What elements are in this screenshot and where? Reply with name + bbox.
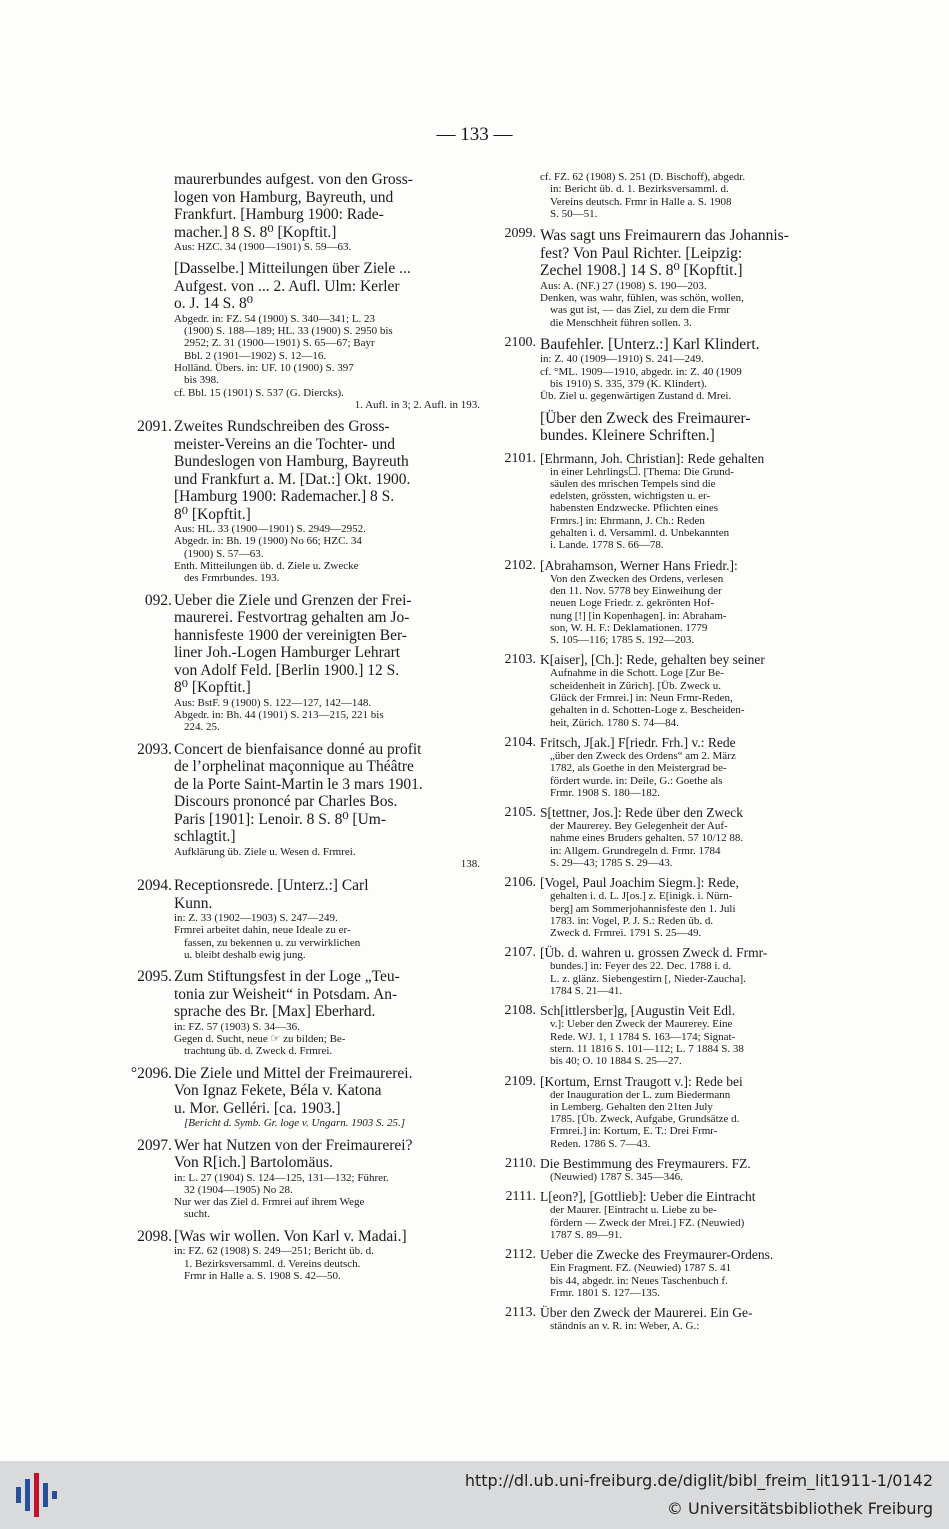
entry-note-line: die Menschheit führen sollen. 3. <box>550 316 692 329</box>
entry-note-line: 32 (1904—1905) No 28. <box>184 1183 293 1196</box>
entry-number: 2102. <box>504 557 536 573</box>
entry-number: 2099. <box>504 226 536 242</box>
bibliography-entry <box>486 452 832 552</box>
entry-note-line: 1. Aufl. in 3; 2. Aufl. in 193. <box>354 398 480 411</box>
entry-title-line: [Vogel, Paul Joachim Siegm.]: Rede, <box>540 875 739 891</box>
entry-note-line: in: FZ. 62 (1908) S. 249—251; Bericht üb. d. <box>174 1245 374 1258</box>
entry-title-line: Kunn. <box>174 894 213 912</box>
entry-note-line: in: Z. 40 (1909—1910) S. 241—249. <box>540 353 704 366</box>
entry-note-line: Aus: BstF. 9 (1900) S. 122—127, 142—148. <box>174 696 372 709</box>
entry-title-line: 8⁰ [Kopftit.] <box>174 505 251 523</box>
bibliography-entry <box>486 806 832 869</box>
entry-note-line: (1900) S. 188—189; HL. 33 (1900) S. 2950 bis <box>184 325 393 338</box>
entry-title-line: [Was wir wollen. Von Karl v. Madai.] <box>174 1227 407 1245</box>
entry-number: 2100. <box>504 334 536 350</box>
entry-note-line: fassen, zu bekennen u. zu verwirklichen <box>184 936 361 949</box>
bibliography-entry <box>486 336 832 403</box>
entry-note-line: Glück der Frmrei.] in: Neun Frmr-Reden, <box>550 692 733 705</box>
entry-note-line: der Maurerey. Bey Gelegenheit der Auf- <box>550 820 728 833</box>
entry-note-line: Bbl. 2 (1901—1902) S. 12—16. <box>184 349 327 362</box>
entry-note-line: in: Allgem. Grundregeln d. Frmr. 1784 <box>550 844 721 857</box>
entry-note-line: Ein Fragment. FZ. (Neuwied) 1787 S. 41 <box>550 1262 732 1275</box>
bibliography-entry <box>486 1248 832 1299</box>
bibliography-entry <box>120 592 480 734</box>
entry-note-line: Gegen d. Sucht, neue ☞ zu bilden; Be- <box>174 1033 346 1046</box>
entry-note-line: gehalten i. d. L. J[os.] z. E[inigk. i. Nürn- <box>550 890 733 903</box>
entry-note-line: Holländ. Übers. in: UF. 10 (1900) S. 397 <box>174 361 354 374</box>
entry-note-line: gehalten i. d. Versamml. d. Unbekannten <box>550 527 730 540</box>
entry-note-line: heit, Zürich. 1780 S. 74—84. <box>550 716 679 729</box>
entry-note-line: Abgedr. in: Bh. 19 (1900) No 66; HZC. 34 <box>174 535 362 548</box>
entry-note-line: 1783. in: Vogel, P. J. S.: Reden üb. d. <box>550 914 714 927</box>
entry-note-line: (Neuwied) 1787 S. 345—346. <box>550 1171 683 1184</box>
entry-title-line: o. J. 14 S. 8⁰ <box>174 295 253 313</box>
entry-title-line: 8⁰ [Kopftit.] <box>174 679 251 697</box>
entry-note-line: S. 29—43; 1785 S. 29—43. <box>550 856 673 869</box>
entry-note-line: Enth. Mitteilungen üb. d. Ziele u. Zwecke <box>174 560 359 573</box>
entry-note-line: stern. 11 1816 S. 101—112; L. 7 1884 S. 38 <box>550 1042 744 1055</box>
entry-number: 2104. <box>504 734 536 750</box>
entry-title-line: hannisfeste 1900 der vereinigten Ber- <box>174 626 407 644</box>
entry-title-line: liner Joh.-Logen Hamburger Lehrart <box>174 644 401 662</box>
entry-title-line: Concert de bienfaisance donné au profit <box>174 740 422 758</box>
entry-note-line: Von den Zwecken des Ordens, verlesen <box>550 572 724 585</box>
entry-note-line: bis 40; O. 10 1884 S. 25—27. <box>550 1055 682 1068</box>
entry-title-line: Bundeslogen von Hamburg, Bayreuth <box>174 453 409 471</box>
entry-note-line: Aufklärung üb. Ziele u. Wesen d. Frmrei. <box>174 845 356 858</box>
entry-title-line: Frankfurt. [Hamburg 1900: Rade- <box>174 206 384 223</box>
entry-note-line: in: L. 27 (1904) S. 124—125, 131—132; Führer. <box>174 1171 389 1184</box>
entry-note-line: Abgedr. in: FZ. 54 (1900) S. 340—341; L. 23 <box>174 312 376 325</box>
entry-note-line: L. z. glänz. Siebengestirn [, Nieder-Zaucha]. <box>550 972 746 985</box>
bibliography-entry <box>486 1190 832 1241</box>
bibliography-entry <box>486 227 832 329</box>
entry-note-line: Frmr in Halle a. S. 1908 S. 42—50. <box>184 1269 341 1282</box>
entry-title-line: meister-Vereins an die Tochter- und <box>174 435 395 453</box>
entry-number: 2105. <box>504 805 536 821</box>
bibliography-entry <box>486 1075 832 1150</box>
entry-title-line: Die Ziele und Mittel der Freimaurerei. <box>174 1064 413 1082</box>
entry-number: 2112. <box>505 1247 536 1263</box>
entry-title-line: bundes. Kleinere Schriften.] <box>540 427 715 445</box>
entry-title-line: logen von Hamburg, Bayreuth, und <box>174 188 394 206</box>
entry-title-line: Was sagt uns Freimaurern das Johannis- <box>540 227 789 245</box>
entry-title-line: [Dasselbe.] Mitteilungen über Ziele ... <box>174 260 411 278</box>
entry-title-line: de la Porte Saint-Martin le 3 mars 1901. <box>174 775 423 793</box>
entry-note-line: habensten Endzwecke. Pflichten eines <box>550 502 718 515</box>
entry-note-line: cf. Bbl. 15 (1901) S. 537 (G. Diercks). <box>174 386 344 399</box>
entry-number: 2110. <box>505 1156 536 1172</box>
bibliography-entry <box>486 876 832 939</box>
bibliography-entry <box>486 653 832 728</box>
bibliography-entry <box>120 1228 480 1282</box>
entry-title-line: Über den Zweck der Maurerei. Ein Ge- <box>540 1305 753 1321</box>
entry-note-line: berg] am Sommerjohannisfeste den 1. Juli <box>550 902 736 915</box>
entry-note-line: 1782, als Goethe in den Meistergrad be- <box>550 762 727 775</box>
bibliography-entry <box>486 946 832 997</box>
bibliography-entry <box>486 410 832 445</box>
entry-note-line: 1787 S. 89—91. <box>550 1228 623 1241</box>
viewer-footer <box>0 1461 949 1529</box>
bibliography-entry <box>120 877 480 961</box>
entry-title-line: Paris [1901]: Lenoir. 8 S. 8⁰ [Um- <box>174 810 386 828</box>
entry-note-line: gehalten in d. Schotten-Loge z. Bescheiden- <box>550 704 745 717</box>
entry-note-line: Zweck d. Frmrei. 1791 S. 25—49. <box>550 927 702 940</box>
entry-note-line: 1784 S. 21—41. <box>550 985 623 998</box>
entry-note-line: in: Z. 33 (1902—1903) S. 247—249. <box>174 912 338 925</box>
entry-note-line: „über den Zweck des Ordens“ am 2. März <box>550 749 736 762</box>
entry-title-line: macher.] 8 S. 8⁰ [Kopftit.] <box>174 223 337 241</box>
entry-note-line: cf. °ML. 1909—1910, abgedr. in: Z. 40 (1909 <box>540 365 742 378</box>
entry-note-line: in Lemberg. Gehalten den 21ten July <box>550 1100 713 1113</box>
entry-number: 2095. <box>137 968 172 986</box>
entry-number: 2103. <box>504 652 536 668</box>
entry-title-line: tonia zur Weisheit“ in Potsdam. An- <box>174 985 398 1003</box>
entry-title-line: schlagtit.] <box>174 828 236 846</box>
entry-number: 092. <box>144 591 172 609</box>
entry-note-line: 1785. [Üb. Zweck, Aufgabe, Grundsätze d. <box>550 1113 740 1126</box>
document-url-link[interactable]: http://dl.ub.uni-freiburg.de/diglit/bibl_freim_lit1911-1/0142 <box>464 1471 933 1490</box>
entry-note-line: in einer Lehrlings☐. [Thema: Die Grund- <box>550 465 734 478</box>
bibliography-entry <box>486 1157 832 1183</box>
entry-title-line: Fritsch, J[ak.] F[riedr. Frh.] v.: Rede <box>540 734 736 750</box>
bibliography-entry <box>486 1306 832 1332</box>
entry-note-line: u. bleibt deshalb ewig jung. <box>184 949 306 962</box>
entry-number: 2107. <box>504 945 536 961</box>
entry-note-line: Nur wer das Ziel d. Frmrei auf ihrem Wege <box>174 1196 365 1209</box>
entry-note-line: bis 44, abgedr. in: Neues Taschenbuch f. <box>550 1274 728 1287</box>
entry-note-line: trachtung üb. d. Zweck d. Frmrei. <box>184 1045 333 1058</box>
bibliography-entry <box>120 968 480 1057</box>
entry-note-line: scheidenheit in Zürich]. [Üb. Zweck u. <box>550 679 722 692</box>
entry-title-line: S[tettner, Jos.]: Rede über den Zweck <box>540 805 744 821</box>
entry-note-line: der Inauguration der L. zum Biedermann <box>550 1088 731 1101</box>
entry-note-line: Vereins deutsch. Frmr in Halle a. S. 1908 <box>550 195 732 208</box>
entry-number: 2091. <box>137 418 172 436</box>
entry-title-line: Von R[ich.] Bartolomäus. <box>174 1154 334 1172</box>
bibliography-entry <box>486 1004 832 1067</box>
entry-title-line: [Hamburg 1900: Rademacher.] 8 S. <box>174 488 395 506</box>
entry-note-line: Aufnahme in die Schott. Loge [Zur Be- <box>550 667 724 680</box>
left-column <box>120 171 480 1289</box>
entry-note-line: des Frmrbundes. 193. <box>184 572 280 585</box>
entry-note-line: Frmrs.] in: Ehrmann, J. Ch.: Reden <box>550 514 705 527</box>
entry-note-line: Frmr. 1801 S. 127—135. <box>550 1286 661 1299</box>
entry-note-line: Aus: A. (NF.) 27 (1908) S. 190—203. <box>540 279 707 292</box>
entry-note-line: Denken, was wahr, fühlen, was schön, wollen, <box>540 291 744 304</box>
entry-note-line: Abgedr. in: Bh. 44 (1901) S. 213—215, 221 bis <box>174 708 384 721</box>
entry-note-line: 138. <box>460 857 480 870</box>
entry-title-line: fest? Von Paul Richter. [Leipzig: <box>540 244 743 262</box>
entry-title-line: und Frankfurt a. M. [Dat.:] Okt. 1900. <box>174 470 411 488</box>
entry-note-line: säulen des mrischen Tempels sind die <box>550 477 716 490</box>
entry-note-line: Frmrei.] in: Kortum, E. T.: Drei Frmr- <box>550 1125 718 1138</box>
copyright-notice: © Universitätsbibliothek Freiburg <box>666 1499 933 1518</box>
bibliography-entry <box>120 418 480 584</box>
entry-number: 2111. <box>505 1189 536 1205</box>
page-number: — 133 — <box>436 124 513 145</box>
entry-number: 2093. <box>137 740 172 758</box>
entry-title-line: Ueber die Ziele und Grenzen der Frei- <box>174 591 412 609</box>
bibliography-entry <box>120 1065 480 1130</box>
entry-note-line: v.]: Ueber den Zweck der Maurerey. Eine <box>550 1018 733 1031</box>
entry-note-line: i. Lande. 1778 S. 66—78. <box>550 539 664 552</box>
entry-title-line: L[eon?], [Gottlieb]: Ueber die Eintracht <box>540 1189 756 1205</box>
bibliography-entry <box>120 1137 480 1221</box>
entry-number: 2108. <box>504 1003 536 1019</box>
entry-note-line: in: Bericht üb. d. 1. Bezirksversamml. d. <box>550 183 729 196</box>
entry-title-line: sprache des Br. [Max] Eberhard. <box>174 1003 376 1021</box>
entry-title-line: Baufehler. [Unterz.:] Karl Klindert. <box>540 335 760 353</box>
entry-title-line: maurerbundes aufgest. von den Gross- <box>174 171 413 188</box>
bibliography-entry <box>120 260 480 411</box>
entry-number: 2097. <box>137 1136 172 1154</box>
entry-number: 2109. <box>504 1073 536 1089</box>
entry-title-line: Aufgest. von ... 2. Aufl. Ulm: Kerler <box>174 277 400 295</box>
entry-note-line: son, W. H. F.: Deklamationen. 1779 <box>550 621 708 634</box>
entry-title-line: K[aiser], [Ch.]: Rede, gehalten bey seiner <box>540 652 765 668</box>
entry-title-line: de l’orphelinat maçonnique au Théâtre <box>174 758 414 776</box>
entry-title-line: maurerei. Festvortrag gehalten am Jo- <box>174 609 410 627</box>
entry-number: 2106. <box>504 875 536 891</box>
entry-note-line: nung [!] [in Kopenhagen]. in: Abraham- <box>550 609 727 622</box>
entry-note-line: 1. Bezirksversamml. d. Vereins deutsch. <box>184 1257 361 1270</box>
entry-note-line: neuen Loge Friedr. z. gekrönten Hof- <box>550 597 715 610</box>
entry-note-line: [Bericht d. Symb. Gr. loge v. Ungarn. 1903 S. 25.] <box>184 1117 405 1130</box>
entry-note-line: S. 50—51. <box>550 207 598 220</box>
entry-note-line: cf. FZ. 62 (1908) S. 251 (D. Bischoff), abgedr. <box>540 171 746 183</box>
entry-note-line: (1900) S. 57—63. <box>184 547 264 560</box>
entry-note-line: 2952; Z. 31 (1900—1901) S. 65—67; Bayr <box>184 337 375 350</box>
entry-note-line: was gut ist, — das Ziel, zu dem die Frmr <box>550 304 730 317</box>
entry-number: 2094. <box>137 877 172 895</box>
bibliography-entry <box>486 559 832 647</box>
bibliography-entry <box>486 171 832 220</box>
entry-title-line: [Abrahamson, Werner Hans Friedr.]: <box>540 557 738 573</box>
entry-title-line: von Adolf Feld. [Berlin 1900.] 12 S. <box>174 661 400 679</box>
entry-title-line: Discours prononcé par Charles Bos. <box>174 793 398 811</box>
bibliography-entry <box>120 741 480 871</box>
entry-title-line: [Üb. d. wahren u. grossen Zweck d. Frmr- <box>540 945 768 961</box>
entry-title-line: Zechel 1908.] 14 S. 8⁰ [Kopftit.] <box>540 262 743 280</box>
entry-note-line: bundes.] in: Feyer des 22. Dec. 1788 i. d. <box>550 960 732 973</box>
entry-title-line: Receptionsrede. [Unterz.:] Carl <box>174 877 369 895</box>
entry-title-line: Von Ignaz Fekete, Béla v. Katona <box>174 1082 382 1100</box>
entry-note-line: Reden. 1786 S. 7—43. <box>550 1137 651 1150</box>
entry-number: 2098. <box>137 1227 172 1245</box>
bibliography-entry <box>120 171 480 253</box>
entry-note-line: Frmr. 1908 S. 180—182. <box>550 786 661 799</box>
ub-freiburg-logo-icon <box>12 1473 60 1517</box>
entry-title-line: u. Mor. Gelléri. [ca. 1903.] <box>174 1099 341 1117</box>
entry-number: °2096. <box>130 1064 172 1082</box>
entry-note-line: fördert wurde. in: Deile, G.: Goethe als <box>550 774 723 787</box>
entry-note-line: den 11. Nov. 5778 bey Einweihung der <box>550 584 722 597</box>
entry-note-line: Rede. WJ. 1, 1 1784 S. 163—174; Signat- <box>550 1030 736 1043</box>
entry-note-line: sucht. <box>184 1208 210 1221</box>
entry-note-line: ständnis an v. R. in: Weber, A. G.: <box>550 1320 700 1333</box>
entry-note-line: edelsten, grössten, wichtigsten u. er- <box>550 490 711 503</box>
entry-title-line: [Über den Zweck des Freimaurer- <box>540 409 751 427</box>
entry-note-line: S. 105—116; 1785 S. 192—203. <box>550 634 695 647</box>
entry-note-line: bis 1910) S. 335, 379 (K. Klindert). <box>550 377 708 390</box>
entry-note-line: Frmrei arbeitet dahin, neue Ideale zu er- <box>174 924 351 937</box>
entry-title-line: Sch[ittlersber]g, [Augustin Veit Edl. <box>540 1003 736 1019</box>
entry-note-line: Üb. Ziel u. gegenwärtigen Zustand d. Mrei. <box>540 390 732 403</box>
entry-note-line: 224. 25. <box>184 721 220 734</box>
entry-note-line: Aus: HZC. 34 (1900—1901) S. 59—63. <box>174 241 352 253</box>
entry-note-line: Aus: HL. 33 (1900—1901) S. 2949—2952. <box>174 523 366 536</box>
entry-title-line: Zum Stiftungsfest in der Loge „Teu- <box>174 968 400 986</box>
entry-title-line: Ueber die Zwecke des Freymaurer-Ordens. <box>540 1247 774 1263</box>
entry-title-line: Zweites Rundschreiben des Gross- <box>174 418 390 436</box>
entry-note-line: nahme eines Bruders gehalten. 57 10/12 88. <box>550 832 744 845</box>
entry-title-line: [Kortum, Ernst Traugott v.]: Rede bei <box>540 1073 743 1089</box>
entry-number: 2113. <box>505 1305 536 1321</box>
entry-title-line: [Ehrmann, Joh. Christian]: Rede gehalten <box>540 450 765 466</box>
entry-number: 2101. <box>504 450 536 466</box>
entry-note-line: der Maurer. [Eintracht u. Liebe zu be- <box>550 1204 717 1217</box>
entry-note-line: in: FZ. 57 (1903) S. 34—36. <box>174 1020 300 1033</box>
entry-note-line: fördern — Zweck der Mrei.] FZ. (Neuwied) <box>550 1216 745 1229</box>
entry-title-line: Die Bestimmung des Freymaurers. FZ. <box>540 1156 751 1172</box>
entry-title-line: Wer hat Nutzen von der Freimaurerei? <box>174 1136 413 1154</box>
entry-note-line: bis 398. <box>184 374 219 387</box>
right-column <box>486 171 832 1339</box>
bibliography-entry <box>486 736 832 799</box>
